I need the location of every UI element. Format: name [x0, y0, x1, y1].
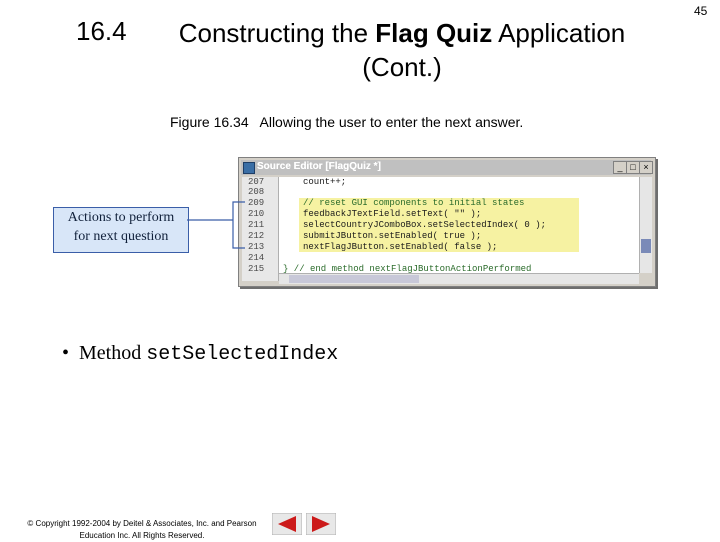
source-editor-window	[238, 157, 656, 287]
title-bold: Flag Quiz	[375, 18, 493, 48]
line-number: 213	[248, 242, 265, 252]
horizontal-scrollbar[interactable]	[279, 273, 639, 284]
copyright-line-1: © Copyright 1992-2004 by Deitel & Associates, Inc. and Pearson	[27, 519, 257, 528]
title-line-2: (Cont.)	[362, 52, 442, 82]
bullet-dot: •	[62, 342, 80, 364]
line-number: 209	[248, 198, 265, 208]
callout-box	[53, 207, 189, 253]
vertical-scrollbar[interactable]	[639, 177, 652, 273]
scrollbar-thumb[interactable]	[641, 239, 651, 253]
minimize-icon[interactable]: _	[613, 161, 627, 174]
line-number: 210	[248, 209, 265, 219]
line-number: 212	[248, 231, 265, 241]
close-icon[interactable]: ×	[639, 161, 653, 174]
copyright-line-2: Education Inc. All Rights Reserved.	[79, 531, 205, 540]
slide-title	[162, 16, 642, 84]
code-line: feedbackJTextField.setText( "" );	[303, 209, 482, 219]
title-suffix: Application	[492, 18, 626, 48]
callout-bracket	[187, 194, 279, 256]
slide-number: 45	[694, 4, 708, 18]
bullet-code: setSelectedIndex	[146, 343, 339, 366]
code-line: selectCountryJComboBox.setSelectedIndex( 0 );	[303, 220, 547, 230]
editor-titlebar	[241, 160, 651, 175]
maximize-icon[interactable]: □	[626, 161, 640, 174]
code-line: submitJButton.setEnabled( true );	[303, 231, 482, 241]
section-number: 16.4	[76, 16, 127, 46]
title-prefix: Constructing the	[178, 18, 376, 48]
figure-caption: Figure 16.34 Allowing the user to enter the next answer.	[170, 114, 524, 130]
code-line: // reset GUI components to initial states	[303, 198, 525, 208]
callout-line-1: Actions to perform	[67, 210, 175, 225]
editor-window-title: Source Editor [FlagQuiz *]	[257, 161, 381, 172]
code-line: count++;	[303, 177, 347, 187]
line-number: 214	[248, 253, 265, 263]
line-number: 207	[248, 177, 265, 187]
code-area[interactable]	[279, 177, 639, 273]
code-line: } // end method nextFlagJButtonActionPerformed	[283, 264, 532, 273]
bullet-text: Method	[79, 342, 147, 364]
scrollbar-thumb[interactable]	[289, 275, 419, 283]
line-number: 208	[248, 187, 265, 197]
previous-slide-button[interactable]	[272, 513, 302, 535]
line-number: 211	[248, 220, 265, 230]
copyright-notice	[0, 518, 284, 542]
callout-line-2: for next question	[73, 229, 169, 244]
line-number: 215	[248, 264, 265, 274]
bullet-point	[62, 342, 338, 366]
next-slide-button[interactable]	[306, 513, 336, 535]
code-line: nextFlagJButton.setEnabled( false );	[303, 242, 498, 252]
editor-app-icon	[243, 162, 255, 174]
title-line-1	[162, 16, 642, 50]
